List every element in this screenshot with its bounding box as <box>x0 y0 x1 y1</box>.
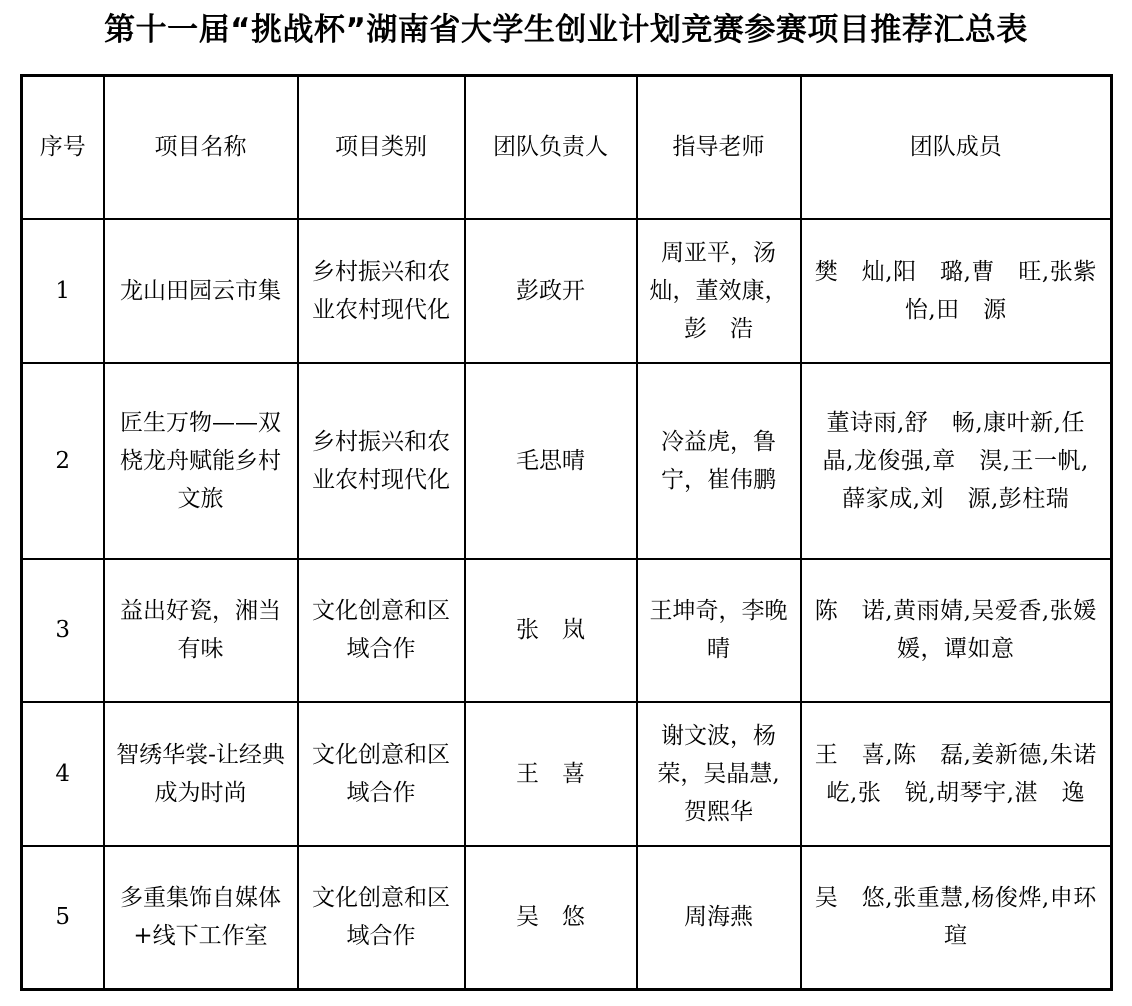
cell-team-members: 吴 悠,张重慧,杨俊烨,申环瑄 <box>801 846 1112 990</box>
header-category: 项目类别 <box>298 76 465 219</box>
header-advisors: 指导老师 <box>637 76 801 219</box>
cell-team-leader: 吴 悠 <box>465 846 637 990</box>
cell-team-leader: 王 喜 <box>465 702 637 846</box>
cell-index: 4 <box>22 702 104 846</box>
table-row <box>22 363 1112 559</box>
cell-index: 3 <box>22 559 104 702</box>
cell-category: 文化创意和区域合作 <box>298 702 465 846</box>
cell-project-name: 智绣华裳-让经典成为时尚 <box>104 702 298 846</box>
cell-category: 乡村振兴和农业农村现代化 <box>298 219 465 363</box>
cell-index: 2 <box>22 363 104 559</box>
table-row <box>22 219 1112 363</box>
project-summary-table <box>20 74 1113 991</box>
cell-team-leader: 彭政开 <box>465 219 637 363</box>
cell-index: 5 <box>22 846 104 990</box>
cell-team-members: 王 喜,陈 磊,姜新德,朱诺屹,张 锐,胡琴宇,湛 逸 <box>801 702 1112 846</box>
header-team-members: 团队成员 <box>801 76 1112 219</box>
cell-team-leader: 张 岚 <box>465 559 637 702</box>
table-header-row <box>22 76 1112 219</box>
cell-project-name: 龙山田园云市集 <box>104 219 298 363</box>
cell-advisors: 谢文波，杨荣，吴晶慧,贺熙华 <box>637 702 801 846</box>
table-row <box>22 846 1112 990</box>
header-team-leader: 团队负责人 <box>465 76 637 219</box>
cell-team-members: 樊 灿,阳 璐,曹 旺,张紫怡,田 源 <box>801 219 1112 363</box>
cell-team-members: 陈 诺,黄雨婧,吴爱香,张媛媛，谭如意 <box>801 559 1112 702</box>
cell-advisors: 周亚平，汤灿，董效康，彭 浩 <box>637 219 801 363</box>
cell-team-members: 董诗雨,舒 畅,康叶新,任 晶,龙俊强,章 淏,王一帆,薛家成,刘 源,彭柱瑞 <box>801 363 1112 559</box>
table-row <box>22 702 1112 846</box>
cell-advisors: 王坤奇，李晚晴 <box>637 559 801 702</box>
cell-project-name: 益出好瓷，湘当有味 <box>104 559 298 702</box>
cell-advisors: 冷益虎，鲁宁，崔伟鹏 <box>637 363 801 559</box>
cell-index: 1 <box>22 219 104 363</box>
header-project-name: 项目名称 <box>104 76 298 219</box>
document-title: 第十一届“挑战杯”湖南省大学生创业计划竞赛参赛项目推荐汇总表 <box>104 12 1028 48</box>
cell-advisors: 周海燕 <box>637 846 801 990</box>
cell-team-leader: 毛思晴 <box>465 363 637 559</box>
cell-category: 文化创意和区域合作 <box>298 846 465 990</box>
cell-project-name: 多重集饰自媒体+线下工作室 <box>104 846 298 990</box>
cell-project-name: 匠生万物——双桡龙舟赋能乡村文旅 <box>104 363 298 559</box>
cell-category: 文化创意和区域合作 <box>298 559 465 702</box>
cell-category: 乡村振兴和农业农村现代化 <box>298 363 465 559</box>
table-row <box>22 559 1112 702</box>
header-index: 序号 <box>22 76 104 219</box>
